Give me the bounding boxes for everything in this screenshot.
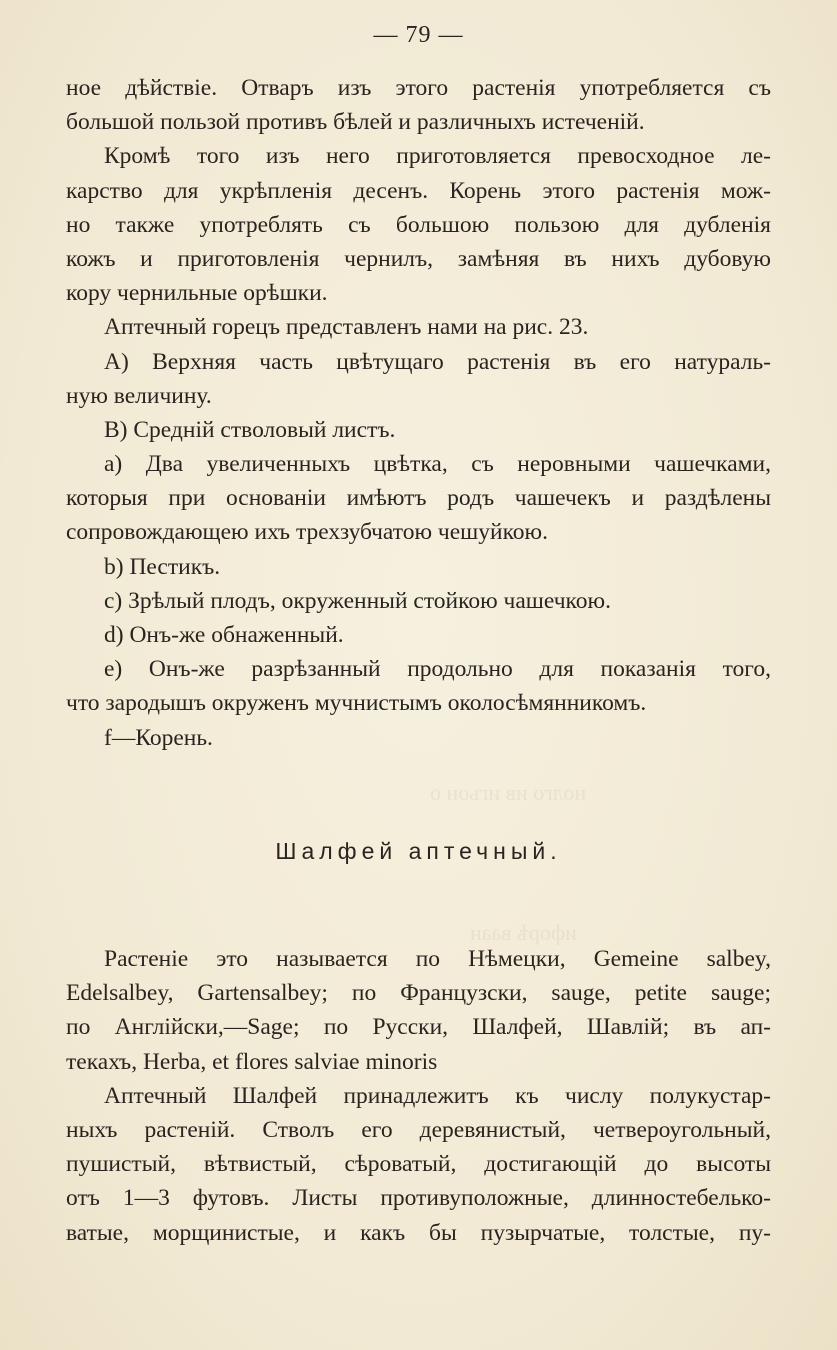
legend-line: e) Онъ-же разрѣзанный продольно для показанія того, [104, 656, 771, 683]
text-line: Edelsalbey, Gartensalbey; по Французски, sauge, petite sauge; [66, 980, 771, 1007]
figure-legend [66, 345, 771, 755]
text-line: Кромѣ того изъ него приготовляется превосходное ле- [104, 143, 771, 170]
text-line: кожъ и приготовленія чернилъ, замѣняя въ нихъ дубовую [66, 245, 771, 272]
text-line: Аптечный горецъ представленъ нами на рис. 23. [104, 314, 589, 341]
paragraph-1 [66, 71, 771, 139]
legend-line: c) Зрѣлый плодъ, окруженный стойкою чашечкою. [104, 587, 611, 614]
legend-line: что зародышъ окруженъ мучнистымъ околосѣмянникомъ. [66, 690, 647, 717]
text-line: отъ 1—3 футовъ. Листы противуположные, длинностебелько- [66, 1185, 771, 1212]
text-line: ное дѣйствіе. Отваръ изъ этого растенія употребляется съ [66, 75, 771, 101]
text-block-bottom [66, 942, 771, 1250]
bleed-through-text: нолго ив игьон о [430, 780, 587, 805]
text-line: но также употреблять съ большою пользою для дубленія [66, 211, 771, 238]
bleed-through-text: ифорѣ ваан [470, 920, 577, 945]
text-line: Аптечный Шалфей принадлежитъ къ числу полукустар- [104, 1082, 771, 1109]
legend-line: d) Онъ-же обнаженный. [104, 622, 344, 648]
paragraph-4 [66, 942, 771, 1079]
paragraph-3 [66, 310, 771, 344]
text-line: ныхъ растеній. Стволъ его деревянистый, четвероугольный, [66, 1116, 771, 1143]
text-line: большой пользой противъ бѣлей и различныхъ истеченій. [66, 109, 645, 136]
legend-line: А) Верхняя часть цвѣтущаго растенія въ его натураль- [104, 348, 771, 375]
section-heading: Шалфей аптечный. [275, 838, 562, 864]
text-line: Растеніе это называется по Нѣмецки, Gemeine salbey, [104, 946, 771, 972]
text-line: по Англійски,—Sage; по Русски, Шалфей, Шавлій; въ ап- [66, 1014, 771, 1041]
legend-line: а) Два увеличенныхъ цвѣтка, съ неровными чашечками, [104, 451, 771, 478]
text-line: пушистый, вѣтвистый, сѣроватый, достигающій до высоты [66, 1151, 771, 1178]
text-line: ватые, морщинистые, и какъ бы пузырчатые, толстые, пу- [66, 1219, 771, 1246]
legend-line: ную величину. [66, 382, 212, 409]
text-line: текахъ, Herba, et flores salviae minoris [66, 1048, 438, 1075]
text-line: кору чернильные орѣшки. [66, 280, 328, 307]
text-line: карство для укрѣпленія десенъ. Корень этого растенія мож- [66, 177, 771, 204]
text-block-top [66, 71, 771, 755]
legend-line: сопровождающею ихъ трехзубчатою чешуйкою. [66, 519, 548, 546]
paragraph-5 [66, 1079, 771, 1250]
paragraph-2 [66, 139, 771, 310]
legend-line: b) Пестикъ. [104, 553, 221, 580]
legend-line: В) Средній стволовый листъ. [104, 416, 396, 443]
legend-line: которыя при основаніи имѣютъ родъ чашечекъ и раздѣлены [66, 485, 771, 512]
legend-line: f—Корень. [104, 724, 213, 751]
page-number: — 79 — [373, 22, 464, 48]
